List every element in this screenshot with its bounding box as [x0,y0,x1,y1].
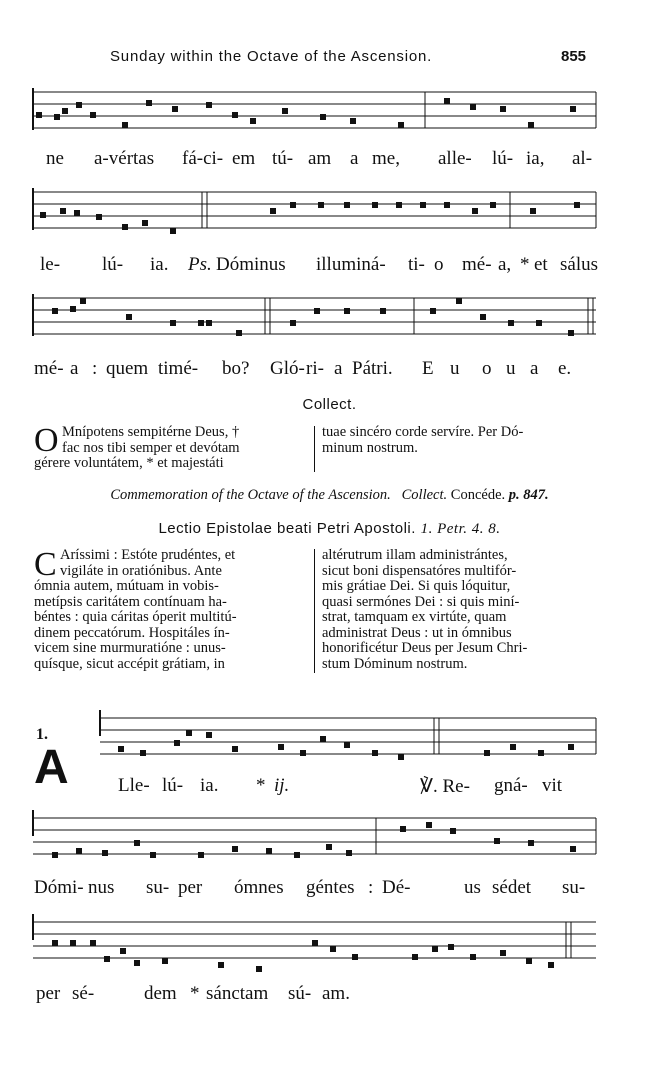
lesson-heading-line [0,520,659,538]
syllable: ij. [274,775,290,796]
syllable: * [256,775,266,796]
lesson-line: béntes : quia cáritas óperit multitú- [34,609,237,625]
syllable: dem [144,983,177,1004]
syllable: per [178,877,203,898]
syllable: a, [498,254,512,275]
syllable: ne [46,148,64,169]
syllable: o [482,358,492,379]
column-divider [314,426,315,472]
syllable: ia. [150,254,169,275]
syllable: am [308,148,332,169]
syllable: a [334,358,343,379]
commemoration-page-ref: p. 847. [508,487,549,503]
lesson-line: Aríssimi : Estóte prudéntes, et [60,547,236,563]
syllable: ti- [408,254,425,275]
syllable: quem [106,358,149,379]
running-header [0,48,659,70]
collect-left-column [34,422,306,472]
syllable: a-vértas [94,148,155,169]
collect-line: Mnípotens sempitérne Deus, † [62,424,240,440]
lesson-line: vigiláte in oratiónibus. Ante [60,562,222,579]
syllable: gná- [494,775,528,796]
alleluia-staff-1 [0,706,659,770]
syllable: ri- [306,358,324,379]
syllable: lú- [162,775,184,796]
syllable: Ps. [188,254,212,275]
syllable: : [92,358,98,379]
lesson-heading: Lectio Epistolae beati Petri Apostoli. [158,520,416,537]
syllable: sálus [560,254,598,275]
syllable: lú- [102,254,124,275]
chant-1-line-1 [46,148,606,172]
chant-1-line-2 [40,254,610,278]
syllable: am. [322,983,350,1004]
syllable: em [232,148,256,169]
syllable: : [368,877,374,898]
lesson-line: mis grátiae Dei. Si quis lóquitur, [322,578,511,594]
syllable: Dómi- [34,877,84,898]
lesson-line: honorificétur Deus per Jesum Chri- [322,640,528,656]
header-title: Sunday within the Octave of the Ascension. [110,48,433,65]
lesson-line: administrat Deus : ut in ómnibus [322,624,512,641]
alleluia-drop-cap: A [34,741,69,794]
syllable: bo? [222,358,250,379]
lesson-left-column [34,548,306,672]
syllable: Dóminus [216,254,286,275]
syllable: sánctam [206,983,269,1004]
lesson-line: metípsis caritátem contínuam ha- [34,593,227,610]
commemoration-title: Commemoration of the Octave of the Ascension. [110,487,391,503]
syllable: Pátri. [352,358,393,379]
commemoration-word: Concéde. [450,487,506,503]
commemoration-line [0,487,659,504]
syllable: e. [558,358,572,379]
chant-staff-2 [0,180,659,240]
syllable: sú- [288,983,312,1004]
lesson-line: sicut boni dispensatóres multifór- [322,562,517,579]
collect-heading: Collect. [302,396,357,413]
syllable: o [434,254,444,275]
syllable: fá-ci- [182,148,224,169]
syllable: a [70,358,79,379]
syllable: tú- [272,148,294,169]
commemoration-collect: Collect. [401,487,448,503]
syllable: illuminá- [316,254,386,275]
syllable: géntes [306,877,355,898]
alleluia-line-3 [36,983,596,1007]
lesson-line: vicem sine murmuratióne : unus- [34,640,226,656]
chant-staff-3 [0,288,659,348]
syllable: al- [572,148,593,169]
syllable: E [422,358,434,379]
syllable: a [530,358,539,379]
chant-1-line-3 [34,358,594,382]
syllable: Lle- [118,775,150,796]
syllable: et [534,254,548,275]
syllable: sé- [72,983,95,1004]
syllable: alle- [438,148,472,169]
syllable: * [190,983,200,1004]
lesson-drop-cap: C [34,546,57,583]
collect-line: tuae sincéro corde servíre. Per Dó- [322,424,524,440]
chant-staff-1 [0,82,659,142]
lesson-line: strat, tamquam ex virtúte, quam [322,609,507,625]
syllable: su- [562,877,586,898]
alleluia-line-1 [118,775,598,799]
alleluia-number: 1. [36,726,48,743]
syllable: me, [372,148,400,169]
syllable: a [350,148,359,169]
syllable: le- [40,254,61,275]
syllable: * [520,254,530,275]
collect-drop-cap: O [34,422,59,459]
lesson-reference: 1. Petr. 4. 8. [420,521,501,537]
alleluia-staff-3 [0,910,659,976]
lesson-right-column [322,548,596,672]
syllable: nus [88,877,115,898]
syllable: ia, [526,148,545,169]
syllable: ia. [200,775,219,796]
collect-line: fac nos tibi semper et devótam [62,439,240,456]
syllable: sédet [492,877,532,898]
lesson-line: quasi sermónes Dei : si quis miní- [322,593,520,610]
alleluia-line-2 [34,877,604,901]
lesson-line: ómnia autem, mútuam in vobis- [34,578,219,594]
syllable: u [450,358,460,379]
collect-right-column [322,425,596,456]
lesson-line: quísque, sicut accépit grátiam, in [34,655,225,672]
syllable: per [36,983,61,1004]
syllable: us [464,877,481,898]
syllable: Gló- [270,358,305,379]
syllable: mé- [34,358,64,379]
lesson-line: altérutrum illam administrántes, [322,547,508,563]
syllable: lú- [492,148,514,169]
lesson-line: dinem peccatórum. Hospitáles ín- [34,624,230,641]
syllable: mé- [462,254,492,275]
syllable: ℣. Re- [420,776,470,797]
collect-line: minum nostrum. [322,439,418,456]
syllable: u [506,358,516,379]
page-number: 855 [561,48,587,65]
lesson-line: stum Dóminum nostrum. [322,655,468,672]
syllable: ómnes [234,877,284,898]
syllable: vit [542,775,563,796]
syllable: su- [146,877,170,898]
alleluia-staff-2 [0,806,659,870]
collect-line: gérere voluntátem, * et majestáti [34,455,224,471]
column-divider [314,549,315,673]
syllable: timé- [158,358,199,379]
syllable: Dé- [382,877,411,898]
